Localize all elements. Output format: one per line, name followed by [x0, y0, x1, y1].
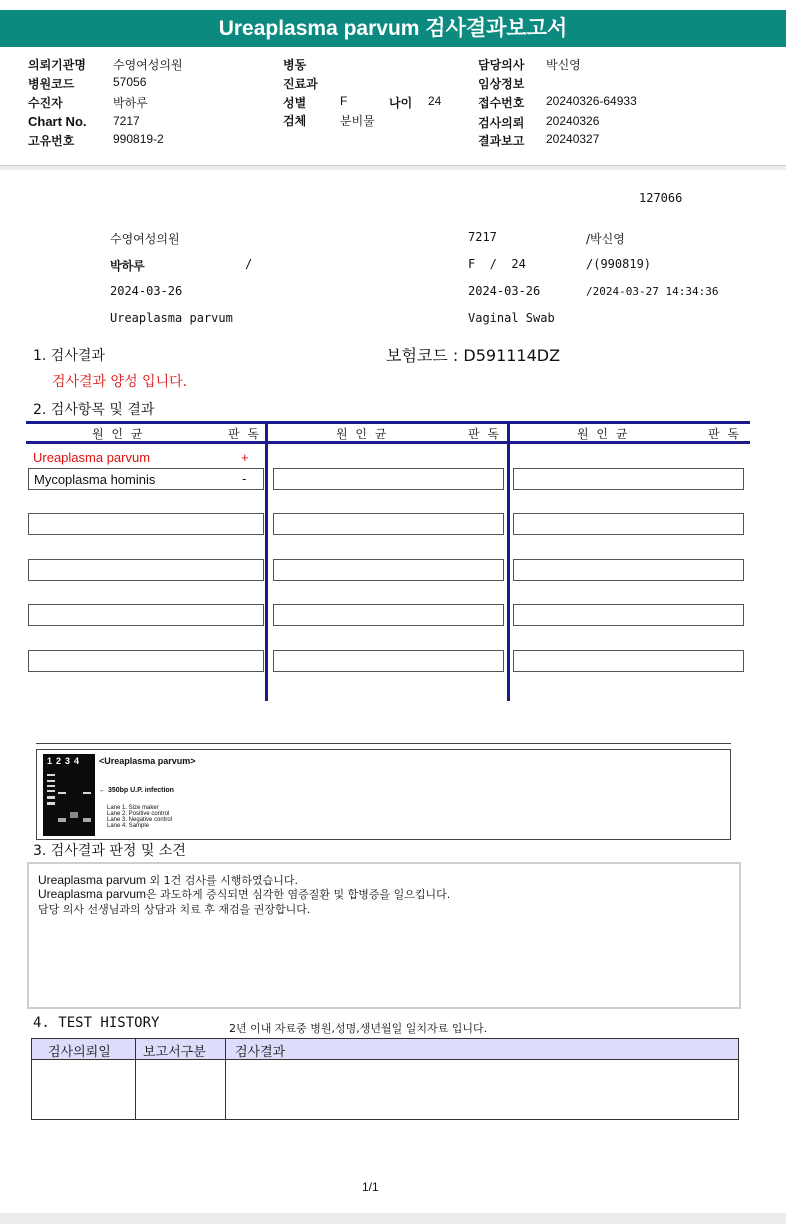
result-cell — [28, 604, 264, 626]
gel-legend-item: Lane 1. Size maker — [107, 805, 159, 811]
result-cell — [28, 650, 264, 672]
receipt-date: 2024-03-26 — [468, 284, 541, 298]
positive-band — [58, 792, 66, 794]
ladder-band — [47, 790, 55, 792]
header-label: 검체 — [283, 114, 307, 128]
header-value: 수영여성의원 — [113, 58, 183, 72]
result-cell — [513, 559, 744, 581]
header-value: 20240326 — [546, 114, 600, 128]
gel-marker-text: 350bp U.P. infection — [107, 787, 174, 794]
header-label: 고유번호 — [28, 134, 75, 148]
history-header-row — [32, 1039, 738, 1060]
ladder-band — [47, 796, 55, 799]
result-cell — [273, 650, 504, 672]
result-cell — [273, 559, 504, 581]
comment-box — [27, 862, 741, 1009]
header-value: F — [340, 94, 348, 108]
result-cell — [513, 650, 744, 672]
column-header-judgement: 판 독 — [708, 427, 741, 441]
header-value: 20240327 — [546, 132, 600, 146]
header-label: 담당의사 — [478, 58, 525, 72]
sex-age: F / 24 — [468, 257, 526, 271]
result-cell — [28, 513, 264, 535]
page-number: 1/1 — [362, 1180, 379, 1194]
column-divider — [265, 423, 268, 701]
sample-band — [83, 792, 91, 794]
header-label: 검사의뢰 — [478, 116, 525, 130]
birth-date: /(990819) — [586, 257, 652, 271]
header-label: 접수번호 — [478, 96, 525, 110]
test-name: Ureaplasma parvum — [110, 311, 233, 325]
header-value: 990819-2 — [113, 132, 164, 146]
result-cell — [513, 513, 744, 535]
clinic-name: 수영여성의원 — [110, 232, 180, 246]
column-header-organism: 원 인 균 — [336, 427, 389, 441]
comment-line — [38, 901, 310, 917]
ladder-band — [47, 785, 55, 787]
positive-summary: 검사결과 양성 입니다. — [52, 374, 188, 390]
column-header-judgement: 판 독 — [468, 427, 501, 441]
header-value: 57056 — [113, 75, 147, 89]
history-table — [31, 1038, 739, 1120]
result-cell — [28, 559, 264, 581]
result-cell — [273, 468, 504, 490]
result-cell — [273, 513, 504, 535]
header-value: 20240326-64933 — [546, 94, 637, 108]
gel-title: <Ureaplasma parvum> — [99, 756, 196, 766]
header-value: 박신영 — [546, 58, 581, 72]
comment-organism: Ureaplasma parvum — [38, 873, 147, 887]
primer-band — [58, 818, 66, 822]
result-cell — [513, 604, 744, 626]
patient-name: 박하루 — [110, 259, 145, 273]
history-col-report-type: 보고서구분 — [143, 1045, 206, 1060]
column-header-organism: 원 인 균 — [92, 427, 145, 441]
organism-result: + — [241, 450, 249, 465]
gel-legend-item: Lane 3. Negative control — [107, 817, 173, 823]
separator-band — [0, 166, 786, 170]
gel-legend-item: Lane 2. Positive control — [107, 811, 170, 817]
gel-legend-item: Lane 4. Sample — [107, 823, 150, 829]
history-col-divider — [135, 1039, 136, 1119]
result-cell — [273, 604, 504, 626]
result-cell — [513, 468, 744, 490]
column-header-judgement: 판 독 — [228, 427, 261, 441]
report-datetime: /2024-03-27 14:34:36 — [586, 285, 719, 298]
insurance-code: 보험코드 : D591114DZ — [386, 346, 561, 365]
footer-band — [0, 1213, 786, 1224]
section-2-heading: 2. 검사항목 및 결과 — [33, 402, 155, 418]
ladder-band — [47, 774, 55, 776]
header-value: 박하루 — [113, 96, 148, 110]
primer-band — [70, 812, 78, 818]
section-3-heading: 3. 검사결과 판정 및 소견 — [33, 843, 186, 859]
header-label: 의뢰기관명 — [28, 58, 86, 72]
header-label: 병동 — [283, 58, 307, 72]
organism-name: Mycoplasma hominis — [34, 472, 156, 487]
specimen-type: Vaginal Swab — [468, 311, 555, 325]
history-col-divider — [225, 1039, 226, 1119]
header-label: 수진자 — [28, 96, 63, 110]
header-label: 진료과 — [283, 77, 318, 91]
header-label: 나이 — [389, 96, 413, 110]
column-header-organism: 원 인 균 — [577, 427, 630, 441]
comment-text: 담당 의사 선생님과의 상담과 치료 후 재검을 권장합니다. — [38, 903, 311, 916]
ladder-band — [47, 802, 55, 805]
report-code: 127066 — [639, 191, 683, 205]
comment-line — [38, 886, 450, 902]
organism-result: - — [242, 471, 247, 486]
request-date: 2024-03-26 — [110, 284, 183, 298]
comment-text: 은 과도하게 증식되면 심각한 염증질환 및 합병증을 일으킵니다. — [146, 888, 451, 901]
header-label: 병원코드 — [28, 77, 75, 91]
header-label: 결과보고 — [478, 134, 525, 148]
report-title: Ureaplasma parvum 검사결과보고서 — [0, 10, 786, 47]
header-label: 임상정보 — [478, 77, 525, 91]
doctor-name: /박신영 — [586, 232, 625, 246]
history-note: 2년 이내 자료중 병원,성명,생년월일 일치자료 입니다. — [229, 1022, 488, 1035]
header-value: 분비물 — [340, 114, 375, 128]
gel-top-rule — [36, 743, 731, 744]
gel-electrophoresis-panel — [36, 749, 731, 840]
column-divider — [507, 423, 510, 701]
gel-image — [43, 754, 95, 836]
report-header — [0, 52, 786, 166]
organism-name: Ureaplasma parvum — [33, 450, 151, 465]
primer-band — [83, 818, 91, 822]
header-value: 7217 — [113, 114, 140, 128]
section-1-heading: 1. 검사결과 — [33, 348, 105, 364]
chart-number: 7217 — [468, 230, 497, 244]
header-label: Chart No. — [28, 114, 87, 129]
table-top-rule — [26, 421, 750, 424]
history-col-request-date: 검사의뢰일 — [48, 1045, 111, 1060]
history-col-result: 검사결과 — [235, 1045, 286, 1060]
comment-text: 외 1건 검사를 시행하였습니다. — [146, 874, 299, 887]
section-4-heading: 4. TEST HISTORY — [33, 1015, 160, 1031]
comment-organism: Ureaplasma parvum — [38, 887, 147, 901]
patient-slash: / — [245, 257, 253, 271]
header-value: 24 — [428, 94, 442, 108]
lane-numbers: 1234 — [47, 756, 84, 766]
ladder-band — [47, 780, 55, 782]
gel-marker-label: ← 350bp U.P. infection — [99, 787, 174, 794]
header-label: 성별 — [283, 96, 307, 110]
